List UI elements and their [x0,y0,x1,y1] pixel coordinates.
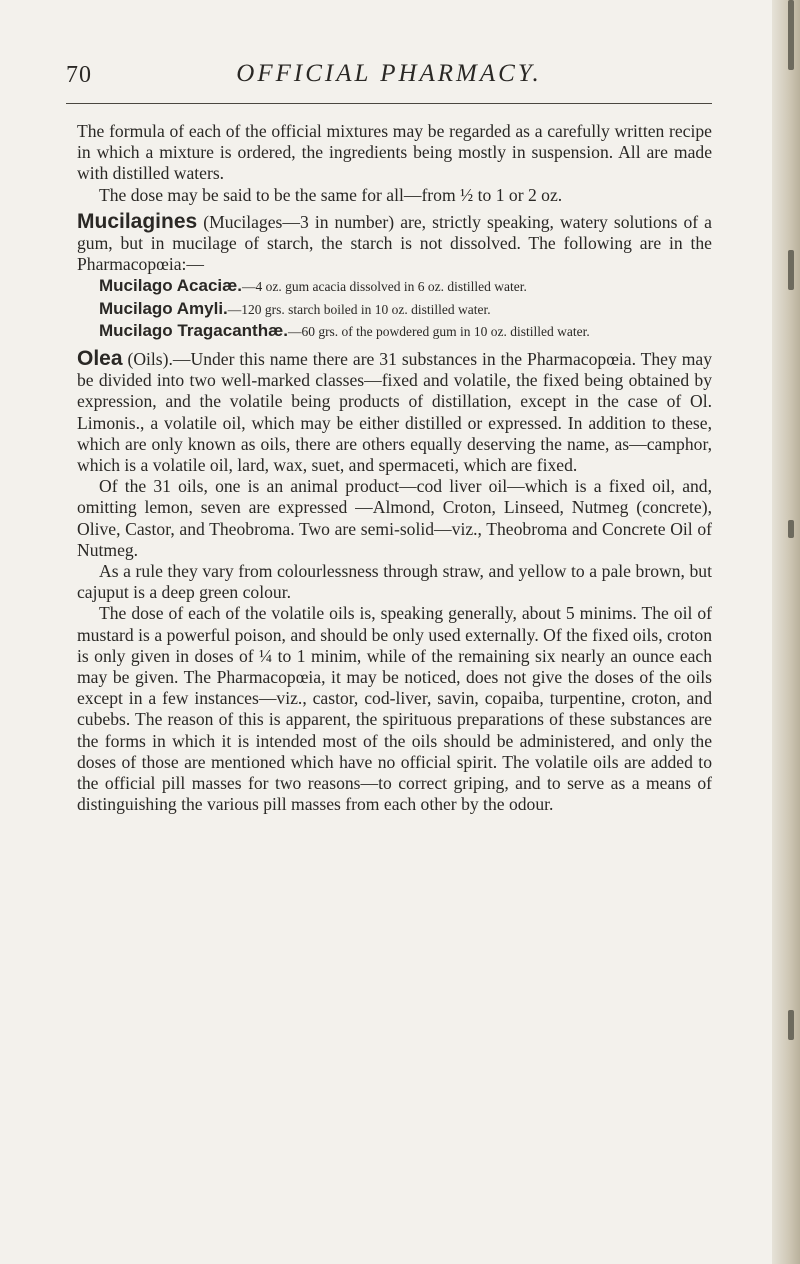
entry-name: Mucilago Acaciæ. [99,276,242,296]
edge-mark [788,520,794,538]
paragraph-oils-count: Of the 31 oils, one is an animal product—cod liver oil—which is a fixed oil, and, omitting lemon, seven are expressed —Almond, Croton, Linseed, Nutmeg (concrete), Olive, Castor, and Theobroma. Two are semi-solid—viz., Theobroma and Concrete Oil of Nutmeg. [77,476,712,560]
running-title: OFFICIAL PHARMACY. [236,60,542,87]
section-olea [77,348,712,476]
section-mucilagines [77,211,712,276]
section-heading-mucilagines: Mucilagines [77,209,198,233]
page-edge [772,0,800,1264]
paragraph-mixtures: The formula of each of the official mixtures may be regarded as a carefully written recipe in which a mixture is ordered, the ingredients being mostly in suspension. All are made with distilled waters. [77,121,712,184]
edge-mark [788,1010,794,1040]
entry-name: Mucilago Amyli. [99,298,228,318]
section-heading-olea: Olea [77,347,123,371]
paragraph-dose: The dose may be said to be the same for all—from ½ to 1 or 2 oz. [99,184,563,205]
page-header [66,58,712,92]
entry-name: Mucilago Tragacanthæ. [99,320,288,340]
entry-text: —120 grs. starch boiled in 10 oz. distilled water. [227,301,491,317]
edge-mark [788,0,794,70]
entry-mucilago-acaciae [77,275,712,297]
entry-mucilago-tragacanthae [77,320,712,342]
paragraph-oils-colour: As a rule they vary from colourlessness through straw, and yellow to a pale brown, but cajuput is a deep green colour. [77,561,712,603]
edge-mark [788,250,794,290]
section-intro-olea: (Oils).—Under this name there are 31 substances in the Pharmacopœia. They may be divided into two well-marked classes—fixed and volatile, the fixed being obtained by expression, and the volatile being products of distillation, except in the case of Ol. Limonis., a volatile oil, which may be either distilled or expressed. In addition to these, which are only known as oils, there are others equally deserving the name, as—camphor, which is a volatile oil, lard, wax, suet, and spermaceti, which are fixed. [77,349,712,476]
body-text [77,121,712,816]
entry-text: —4 oz. gum acacia dissolved in 6 oz. distilled water. [241,279,527,295]
entry-text: —60 grs. of the powdered gum in 10 oz. distilled water. [287,323,590,339]
section-intro-mucilagines: (Mucilages—3 in number) are, strictly speaking, watery solutions of a gum, but in mucilage of starch, the starch is not dissolved. The following are in the Pharmacopœia:— [77,211,712,275]
header-rule [66,103,712,104]
page-number: 70 [66,62,92,88]
entry-mucilago-amyli [77,298,712,320]
paragraph-oils-dose: The dose of each of the volatile oils is, speaking generally, about 5 minims. The oil of mustard is a powerful poison, and should be only used externally. Of the fixed oils, croton is only given in doses of ¼ to 1 minim, while of the remaining six nearly an ounce each may be given. The Pharmacopœia, it may be noticed, does not give the doses of the oils except in a few instances—viz., castor, cod-liver, savin, copaiba, turpentine, croton, and cubebs. The reason of this is apparent, the spirituous preparations of these substances are the forms in which it is intended most of the oils should be administered, and only the doses of those are mentioned which have no official spirit. The volatile oils are added to the official pill masses for two reasons—to correct griping, and to serve as a means of distinguishing the various pill masses from each other by the odour. [77,603,712,815]
